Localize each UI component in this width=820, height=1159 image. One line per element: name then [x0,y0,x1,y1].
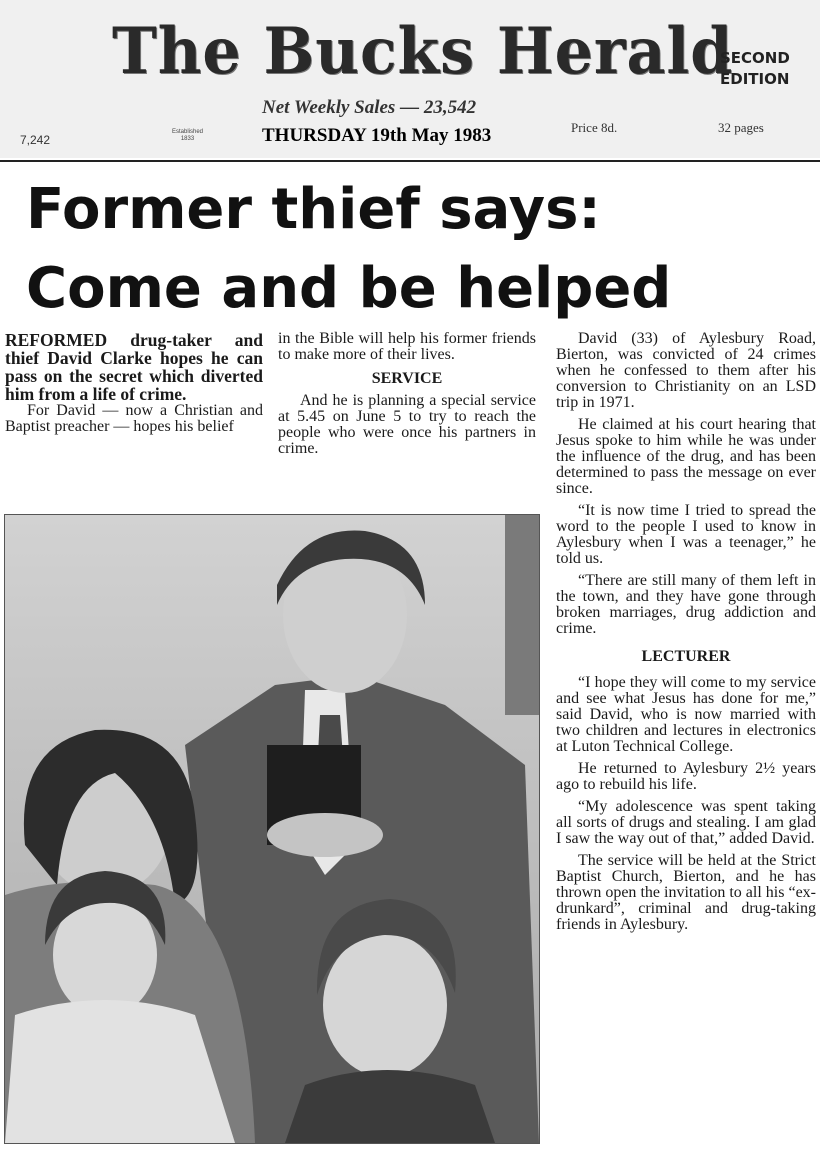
established-note [172,129,203,143]
edition-label [720,48,810,90]
weekly-sales: Net Weekly Sales — 23,542 [262,97,477,118]
issue-date: THURSDAY 19th May 1983 [262,125,492,146]
article-column-2 [278,331,536,457]
masthead [0,0,820,158]
headline-line-1: Former thief says: [26,177,601,242]
article-paragraph: “I hope they will come to my service and see what Jesus has done for me,” said David, who is now married with two children and lectures in electronics at Luton Technical College. [556,674,816,755]
headline-line-2: Come and be helped [26,256,672,321]
article-column-1 [5,331,263,435]
established-line-1: Established [172,129,204,135]
issue-number: 7,242 [20,133,51,147]
photo-illustration [5,515,539,1143]
established-line-2: 1833 [180,136,195,142]
edition-line-2: EDITION [720,70,790,88]
article-paragraph: “It is now time I tried to spread the word to the people I used to know in Aylesbury when I was a teenager,” he told us. [556,502,816,567]
article-paragraph: He returned to Aylesbury 2½ years ago to rebuild his life. [556,760,816,793]
article-paragraph: David (33) of Aylesbury Road, Bierton, was convicted of 24 crimes when he confessed to them after his conversion to Christianity on an LSD trip in 1971. [556,330,816,411]
subhead-service: SERVICE [371,370,443,387]
article-paragraph: in the Bible will help his former friends to make more of their lives. [278,330,536,363]
article-column-3 [556,331,816,933]
page-count: 32 pages [718,120,764,135]
article-paragraph: He claimed at his court hearing that Jesus spoke to him while he was under the influence of the drug, and has been determined to pass the message on ever since. [556,416,816,497]
price: Price 8d. [571,120,618,135]
article-lead: REFORMED drug-taker and thief David Clarke hopes he can pass on the secret which diverted him from a life of crime. [5,330,263,404]
edition-line-1: SECOND [720,49,790,67]
article-paragraph: “There are still many of them left in the town, and they have gone through broken marriages, drug addiction and crime. [556,572,816,637]
newspaper-title: The Bucks Herald [112,14,734,89]
article-paragraph: For David — now a Christian and Baptist preacher — hopes his belief [5,402,263,435]
article-paragraph: And he is planning a special service at 5.45 on June 5 to try to reach the people who were once his partners in crime. [278,392,536,457]
article-paragraph: “My adolescence was spent taking all sorts of drugs and stealing. I am glad I saw the way out of that,” added David. [556,798,816,847]
family-photo [4,514,540,1144]
headline [26,170,806,328]
masthead-divider [0,160,820,162]
subhead-lecturer: LECTURER [641,648,731,665]
article-paragraph: The service will be held at the Strict Baptist Church, Bierton, and he has thrown open the invitation to all his “ex-drunkard”, criminal and drug-taking friends in Aylesbury. [556,852,816,933]
